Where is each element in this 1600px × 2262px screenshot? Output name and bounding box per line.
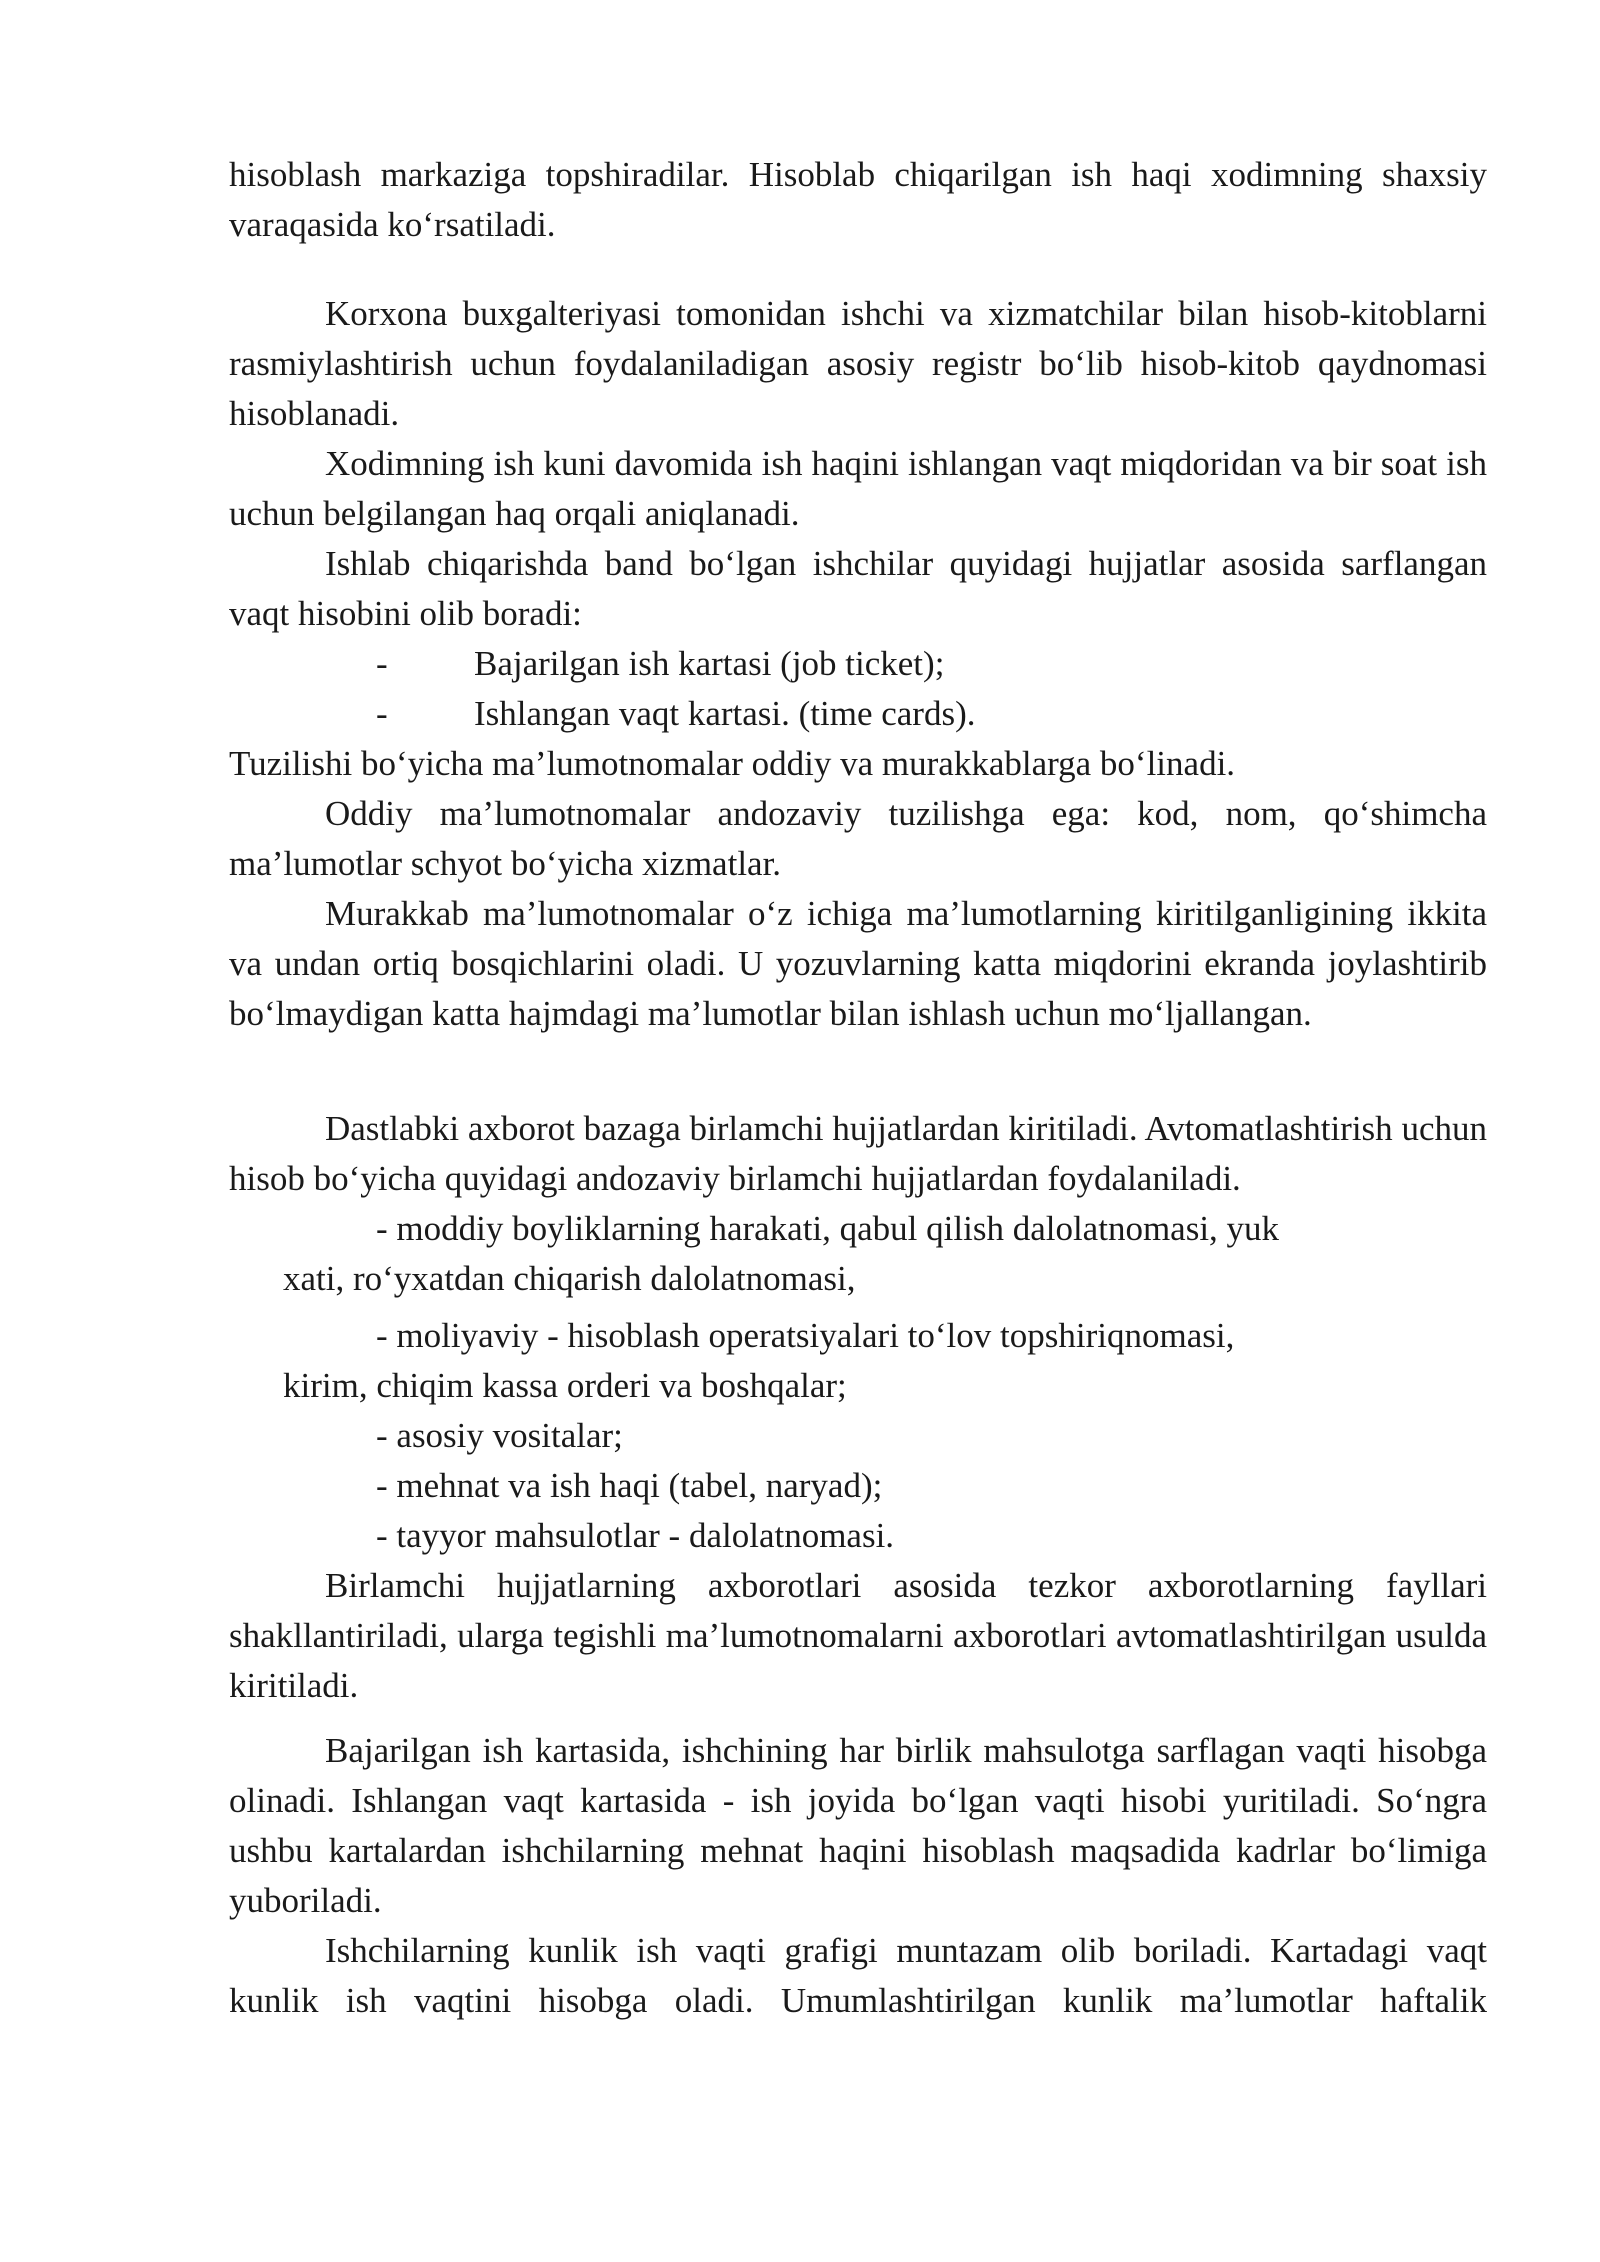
list-item-continuation: xati, ro‘yxatdan chiqarish dalolatnomasi, [283, 1259, 856, 1298]
paragraph-2: Korxona buxgalteriyasi tomonidan ishchi va xizmatchilar bilan hisob-kitoblarni rasmiylashtirish uchun foydalaniladigan asosiy registr bo‘lib hisob-kitob qaydnomasi hisoblanadi. [229, 294, 1487, 433]
list-item: - tayyor mahsulotlar - dalolatnomasi. [376, 1516, 895, 1555]
list-item: - moliyaviy - hisoblash operatsiyalari to‘lov topshiriqnomasi, [376, 1316, 1235, 1355]
paragraph-8: Dastlabki axborot bazaga birlamchi hujjatlardan kiritiladi. Avtomatlashtirish uchun hisob bo‘yicha quyidagi andozaviy birlamchi hujjatlardan foydalaniladi. [229, 1109, 1487, 1198]
list-item: - mehnat va ish haqi (tabel, naryad); [376, 1466, 883, 1505]
paragraph-11: Ishchilarning kunlik ish vaqti grafigi muntazam olib boriladi. Kartadagi vaqt kunlik ish vaqtini hisobga oladi. Umumlashtirilgan kunlik ma’lumotlar haftalik [229, 1931, 1487, 2020]
list-item-continuation: kirim, chiqim kassa orderi va boshqalar; [283, 1366, 847, 1405]
paragraph-9: Birlamchi hujjatlarning axborotlari asosida tezkor axborotlarning fayllari shakllantiriladi, ularga tegishli ma’lumotnomalarni axborotlari avtomatlashtirilgan usulda kiritiladi. [229, 1566, 1487, 1705]
paragraph-7: Murakkab ma’lumotnomalar o‘z ichiga ma’lumotlarning kiritilganligining ikkita va undan ortiq bosqichlarini oladi. U yozuvlarning katta miqdorini ekranda joylashtirib bo‘lmaydigan katta hajmdagi ma’lumotlar bilan ishlash uchun mo‘ljallangan. [229, 894, 1487, 1033]
list-item-text: Ishlangan vaqt kartasi. (time cards). [474, 694, 976, 733]
paragraph-6: Oddiy ma’lumotnomalar andozaviy tuzilishga ega: kod, nom, qo‘shimcha ma’lumotlar schyot bo‘yicha xizmatlar. [229, 794, 1487, 883]
paragraph-4: Ishlab chiqarishda band bo‘lgan ishchilar quyidagi hujjatlar asosida sarflangan vaqt hisobini olib boradi: [229, 544, 1487, 633]
paragraph-5: Tuzilishi bo‘yicha ma’lumotnomalar oddiy va murakkablarga bo‘linadi. [229, 744, 1236, 783]
list-item [376, 639, 944, 689]
list-item: - asosiy vositalar; [376, 1416, 623, 1455]
paragraph-10: Bajarilgan ish kartasida, ishchining har birlik mahsulotga sarflagan vaqti hisobga olinadi. Ishlangan vaqt kartasida - ish joyida bo‘lgan vaqti hisobi yuritiladi. So‘ngra ushbu kartalardan ishchilarning mehnat haqini hisoblash maqsadida kadrlar bo‘limiga yuboriladi. [229, 1731, 1487, 1920]
list-dash: - [376, 644, 388, 683]
list-item-text: Bajarilgan ish kartasi (job ticket); [474, 644, 945, 683]
paragraph-3: Xodimning ish kuni davomida ish haqini ishlangan vaqt miqdoridan va bir soat ish uchun belgilangan haq orqali aniqlanadi. [229, 444, 1487, 533]
list-item: - moddiy boyliklarning harakati, qabul qilish dalolatnomasi, yuk [376, 1209, 1280, 1248]
list-item [376, 689, 975, 739]
paragraph-1: hisoblash markaziga topshiradilar. Hisoblab chiqarilgan ish haqi xodimning shaxsiy varaqasida ko‘rsatiladi. [229, 155, 1487, 244]
list-dash: - [376, 694, 388, 733]
